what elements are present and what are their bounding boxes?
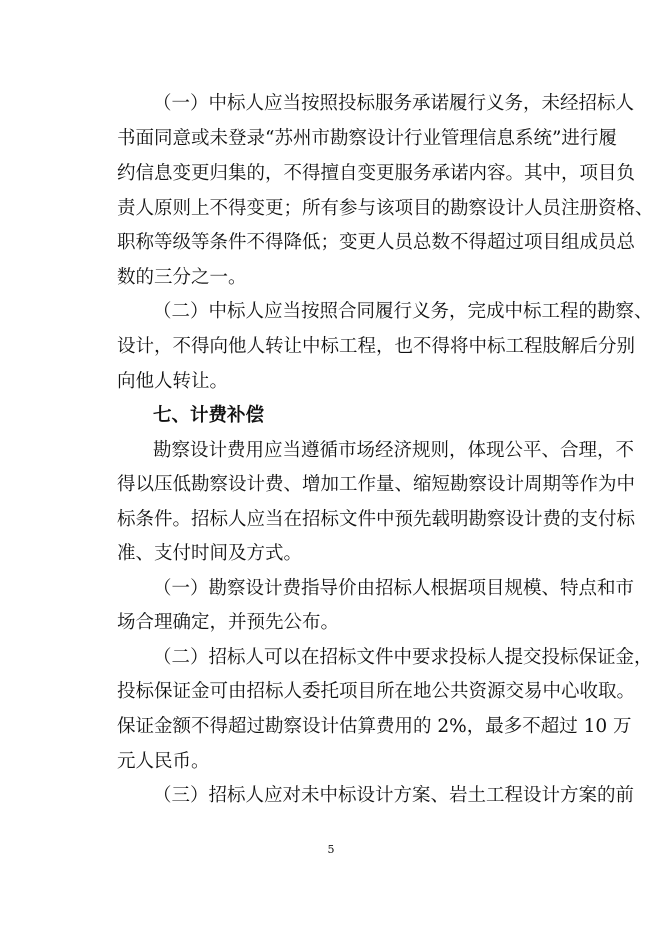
section-heading: 七、计费补偿 [153, 405, 265, 426]
paragraph-3-line-4: 准、支付时间及方式。 [117, 543, 303, 564]
paragraph-2-line-2: 设计，不得向他人转让中标工程，也不得将中标工程肢解后分别 [117, 336, 636, 357]
paragraph-1-line-1: （一）中标人应当按照投标服务承诺履行义务，未经招标人 [153, 93, 635, 114]
paragraph-4-line-2: 场合理确定，并预先公布。 [117, 612, 340, 633]
paragraph-5-line-1: （二）招标人可以在招标文件中要求投标人提交投标保证金， [153, 647, 653, 668]
paragraph-3-line-2: 得以压低勘察设计费、增加工作量、缩短勘察设计周期等作为中 [117, 474, 636, 495]
paragraph-1-line-4: 责人原则上不得变更；所有参与该项目的勘察设计人员注册资格、 [117, 198, 654, 219]
page-number: 5 [327, 843, 335, 856]
paragraph-1-line-5: 职称等级等条件不得降低；变更人员总数不得超过项目组成员总 [117, 232, 636, 253]
paragraph-3-line-1: 勘察设计费用应当遵循市场经济规则，体现公平、合理，不 [153, 440, 635, 461]
paragraph-5-line-2: 投标保证金可由招标人委托项目所在地公共资源交易中心收取。 [117, 681, 636, 702]
paragraph-4-line-1: （一）勘察设计费指导价由招标人根据项目规模、特点和市 [153, 578, 635, 599]
paragraph-1-line-6: 数的三分之一。 [117, 267, 247, 288]
paragraph-3-line-3: 标条件。招标人应当在招标文件中预先载明勘察设计费的支付标 [117, 509, 636, 530]
paragraph-1-line-2: 书面同意或未登录“苏州市勘察设计行业管理信息系统”进行履 [117, 128, 617, 149]
paragraph-1-line-3: 约信息变更归集的，不得擅自变更服务承诺内容。其中，项目负 [117, 163, 636, 184]
paragraph-5-line-3: 保证金额不得超过勘察设计估算费用的 2%，最多不超过 10 万 [117, 716, 632, 737]
paragraph-5-line-4: 元人民币。 [117, 751, 210, 772]
paragraph-6-line-1: （三）招标人应对未中标设计方案、岩土工程设计方案的前 [153, 785, 635, 806]
paragraph-2-line-3: 向他人转让。 [117, 371, 229, 392]
paragraph-2-line-1: （二）中标人应当按照合同履行义务，完成中标工程的勘察、 [153, 301, 653, 322]
